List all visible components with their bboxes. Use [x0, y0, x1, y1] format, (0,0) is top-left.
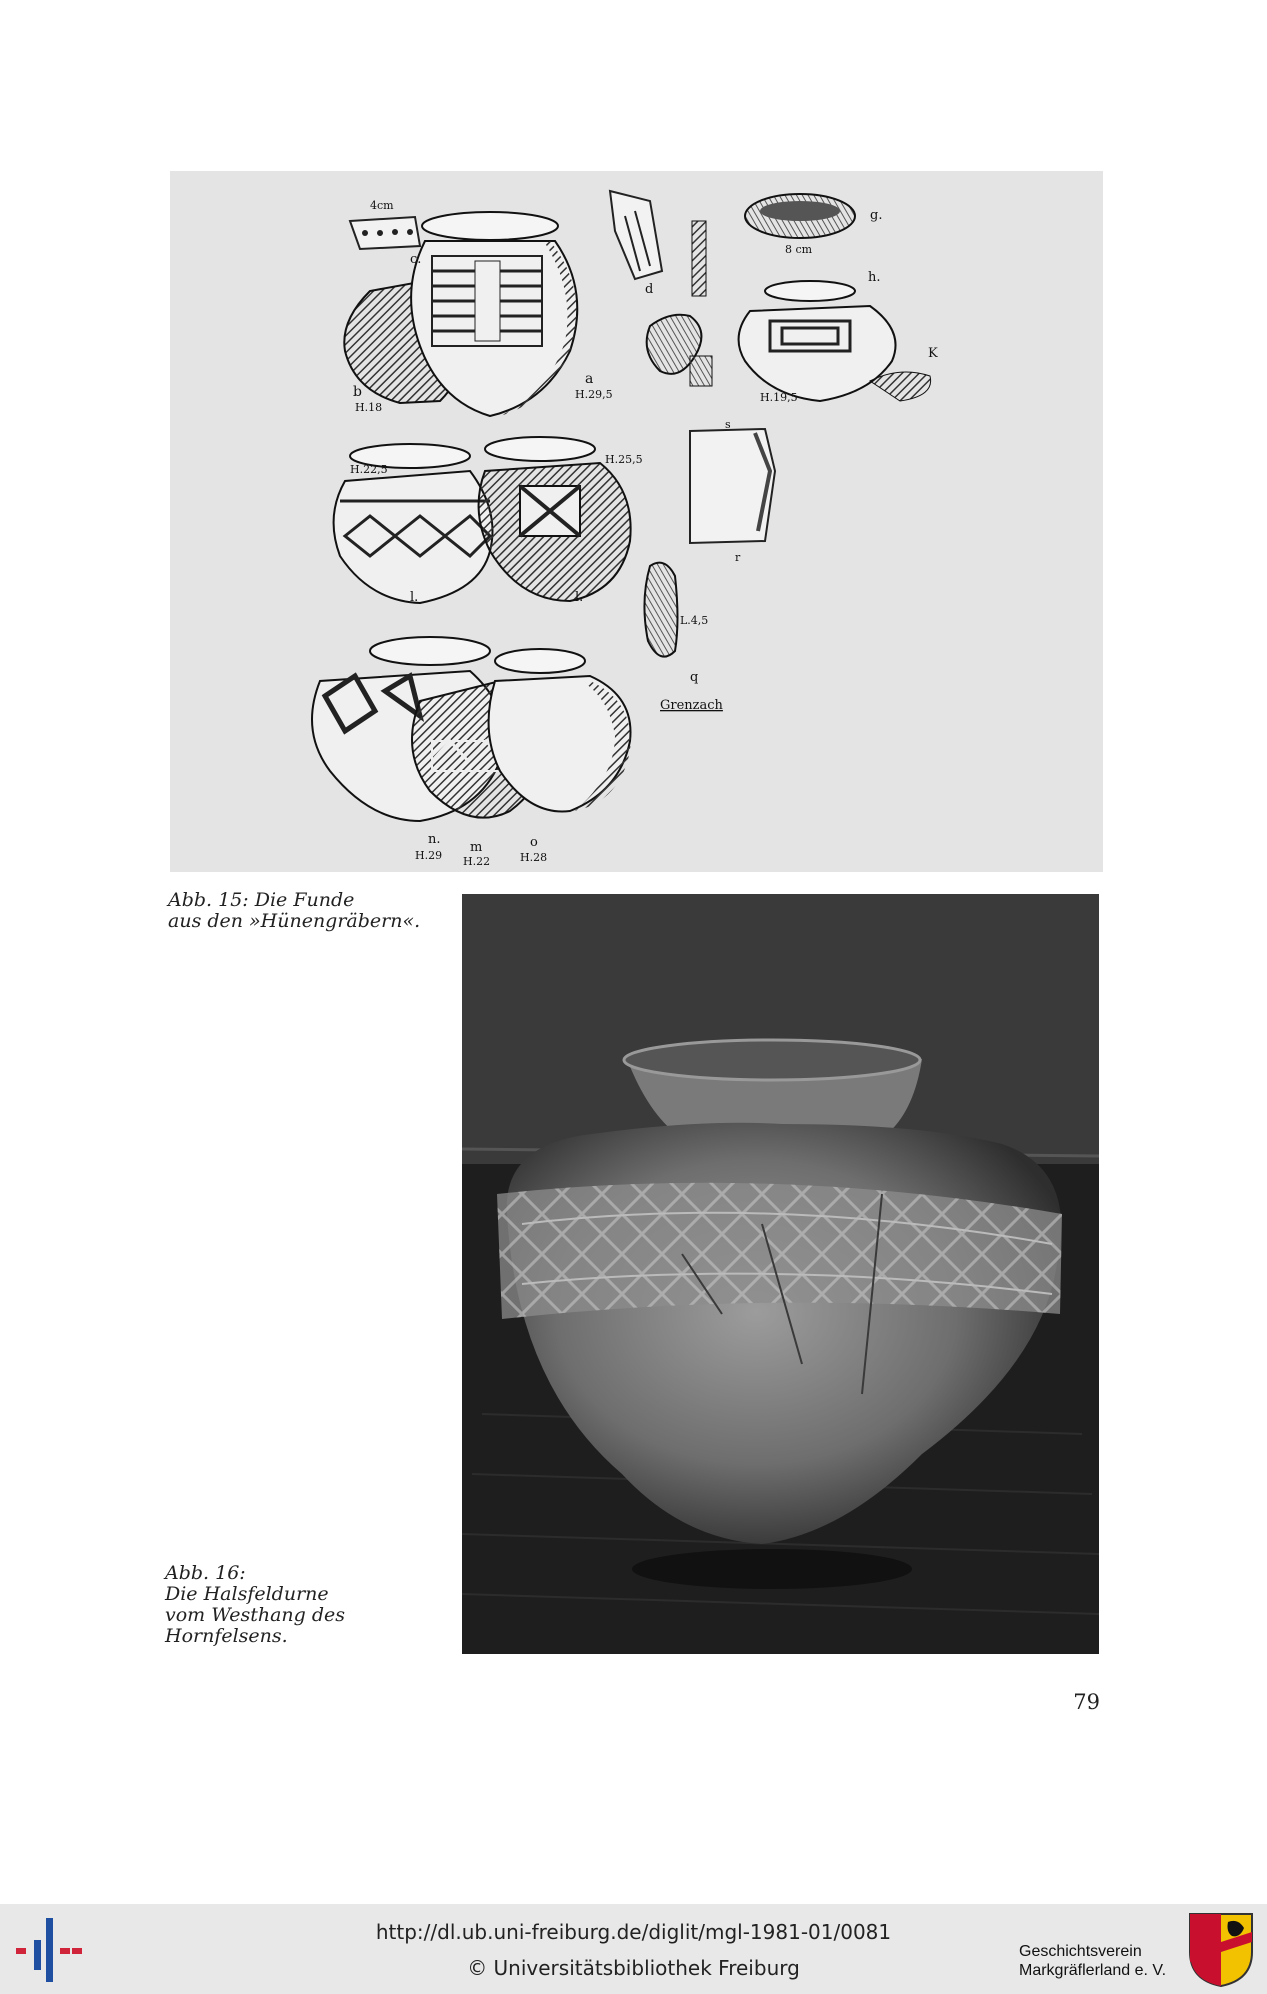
object-g	[745, 194, 855, 238]
label-r: r	[735, 551, 741, 564]
label-h29: H.29	[415, 849, 443, 862]
vessel-h	[739, 281, 931, 401]
label-8cm: 8 cm	[785, 243, 813, 256]
label-a: a	[585, 371, 594, 387]
fragment-q	[644, 563, 677, 657]
label-l1: l.	[410, 590, 419, 605]
label-o: o	[530, 835, 538, 850]
label-4cm: 4cm	[370, 199, 394, 212]
caption-abb-16: Abb. 16: Die Halsfeldurne vom Westhang des Hornfelsens.	[165, 1562, 345, 1647]
label-grenzach: Grenzach	[660, 698, 723, 713]
label-s: s	[725, 418, 731, 431]
label-k: K	[928, 346, 938, 361]
footer-organization	[1019, 1942, 1189, 1980]
coat-of-arms-icon	[1188, 1912, 1254, 1988]
label-h: h.	[868, 270, 881, 285]
figure-15-drawings	[170, 171, 1103, 872]
label-l2: l.	[575, 590, 584, 605]
label-c: c.	[410, 252, 422, 267]
label-m: m	[470, 840, 483, 855]
page-number: 79	[1073, 1690, 1100, 1714]
urn-photo	[462, 894, 1099, 1654]
label-d: d	[645, 282, 654, 297]
label-h28: H.28	[520, 851, 548, 864]
fragment-d	[610, 191, 706, 296]
caption-abb-15: Abb. 15: Die Funde aus den »Hünengräbern«.	[168, 889, 421, 932]
pottery-drawings	[170, 171, 1103, 872]
vessel-c-fragment	[350, 217, 420, 249]
label-h225: H.22,5	[350, 463, 388, 476]
label-l45: L.4,5	[680, 614, 709, 627]
fragment-r	[690, 429, 775, 543]
label-n: n.	[428, 832, 441, 847]
label-b: b	[353, 384, 362, 400]
label-h22: H.22	[463, 855, 491, 868]
footer-copyright: © Universitätsbibliothek Freiburg	[467, 1956, 800, 1980]
figure-16-photo	[462, 894, 1099, 1654]
org-name-line1: Geschichtsverein	[1019, 1943, 1142, 1960]
footer-url-link[interactable]: http://dl.ub.uni-freiburg.de/diglit/mgl-1981-01/0081	[375, 1920, 892, 1944]
fragment-stones	[647, 315, 712, 386]
org-name-line2: Markgräflerland e. V.	[1019, 1962, 1167, 1979]
label-h295: H.29,5	[575, 388, 613, 401]
label-g: g.	[870, 208, 883, 223]
footer-bar	[0, 1904, 1267, 1994]
label-h255: H.25,5	[605, 453, 643, 466]
label-q: q	[690, 670, 699, 685]
label-h193: H.19,5	[760, 391, 798, 404]
label-h18: H.18	[355, 401, 383, 414]
